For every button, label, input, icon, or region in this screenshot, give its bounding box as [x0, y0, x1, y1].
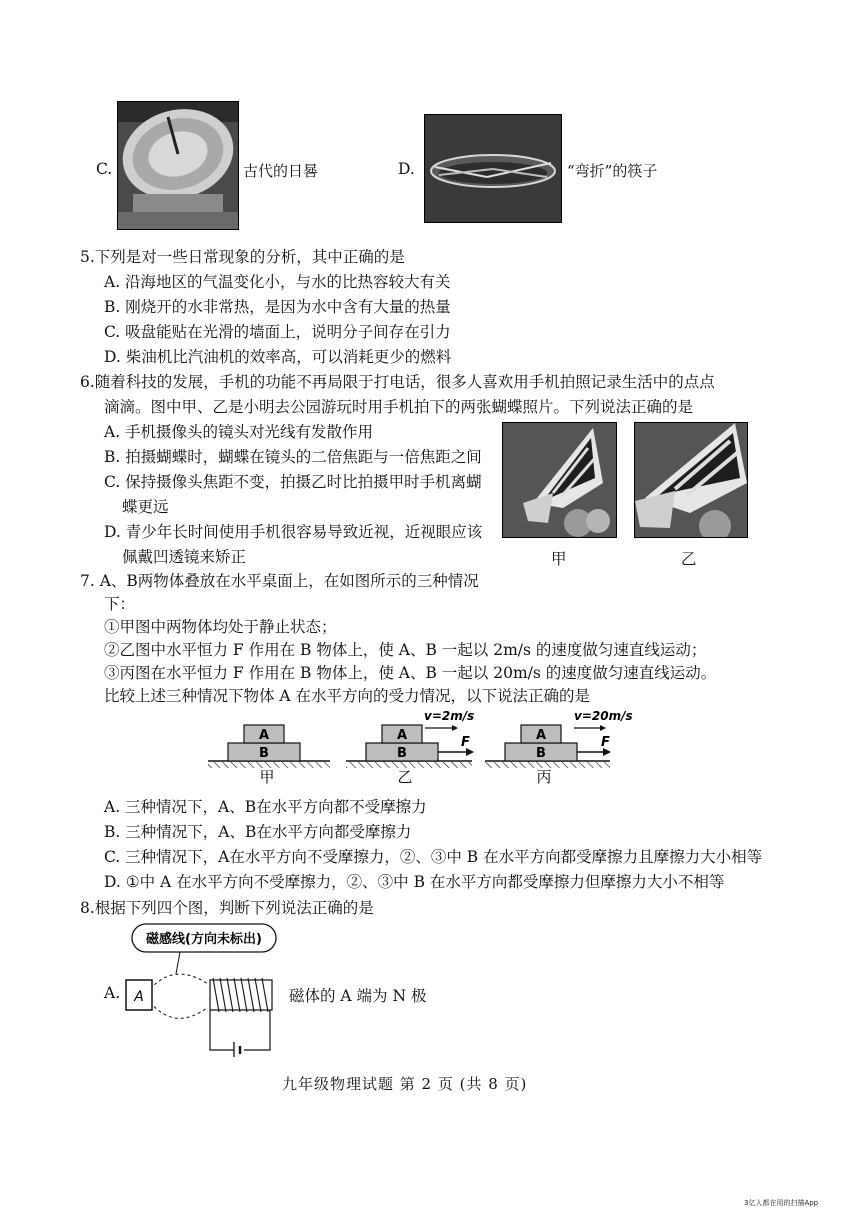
callout-text: 磁感线(方向未标出): [146, 932, 262, 947]
q7-condition-3: ③丙图在水平恒力 F 作用在 B 物体上，使 A、B 一起以 20m/s 的速度做匀速直线运动。: [104, 664, 717, 682]
velocity-label: v=20m/s: [574, 709, 633, 723]
q6-option-b: B. 拍摄蝴蝶时，蝴蝶在镜头的二倍焦距与一倍焦距之间: [104, 448, 482, 466]
scanner-watermark: 3亿人都在用的扫描App: [744, 1199, 819, 1207]
field-line-top: [150, 974, 208, 989]
q5-option-d: D. 柴油机比汽油机的效率高，可以消耗更少的燃料: [104, 348, 452, 366]
velocity-label: v=2m/s: [424, 709, 475, 723]
velocity-arrowhead: [600, 725, 606, 731]
block-a-label: A: [535, 728, 547, 743]
q6-option-d-cont: 佩戴凹透镜来矫正: [122, 548, 247, 566]
field-line-bottom: [150, 1002, 208, 1018]
magnet-label: A: [134, 989, 144, 1005]
q6-stem-line2: 滴滴。图中甲、乙是小明去公园游玩时用手机拍下的两张蝴蝶照片。下列说法正确的是: [104, 398, 694, 416]
block-a-label: A: [396, 728, 408, 743]
q7-figures: [200, 706, 640, 786]
q6-option-c-cont: 蝶更远: [122, 498, 169, 516]
option-c-label: C.: [96, 160, 113, 178]
figure-yi: [346, 709, 474, 786]
page-footer: 九年级物理试题 第 2 页 (共 8 页): [282, 1075, 528, 1093]
option-c-caption: 古代的日晷: [243, 162, 319, 180]
q8-option-a-diagram: [120, 922, 285, 1057]
q7-stem-line1: 7. A、B两物体叠放在水平桌面上，在如图所示的三种情况: [80, 572, 479, 590]
q6-option-a: A. 手机摄像头的镜头对光线有发散作用: [104, 423, 374, 441]
q5-option-a: A. 沿海地区的气温变化小，与水的比热容较大有关: [104, 273, 451, 291]
photo-label-jia: 甲: [551, 550, 567, 568]
q8-option-a-label: A.: [104, 984, 121, 1002]
option-d-caption: “弯折”的筷子: [567, 162, 658, 180]
sundial-photo: [117, 101, 239, 230]
butterfly-photo-jia: [502, 422, 617, 538]
figure-name: 乙: [397, 768, 413, 786]
q7-option-d: D. ①中 A 在水平方向不受摩擦力，②、③中 B 在水平方向都受摩擦力但摩擦力大小不相等: [104, 873, 725, 891]
figure-name: 甲: [259, 768, 275, 786]
q6-option-c: C. 保持摄像头焦距不变，拍摄乙时比拍摄甲时手机离蝴: [104, 473, 482, 491]
q5-stem: 5.下列是对一些日常现象的分析，其中正确的是: [80, 248, 405, 266]
butterfly-illustration-yi: [635, 423, 747, 537]
q7-stem-line2: 下：: [104, 595, 136, 613]
block-b-label: B: [397, 746, 407, 761]
q8-stem: 8.根据下列四个图，判断下列说法正确的是: [80, 899, 374, 917]
block-a-label: A: [258, 728, 270, 743]
block-b-label: B: [536, 746, 546, 761]
sundial-illustration: [118, 102, 238, 229]
q7-option-b: B. 三种情况下，A、B在水平方向都受摩擦力: [104, 823, 412, 841]
figure-name: 丙: [536, 768, 552, 786]
q7-compare: 比较上述三种情况下物体 A 在水平方向的受力情况，以下说法正确的是: [104, 687, 591, 705]
force-label: F: [601, 735, 610, 750]
q6-option-d: D. 青少年长时间使用手机很容易导致近视，近视眼应该: [104, 523, 483, 541]
butterfly-illustration-jia: [503, 423, 616, 537]
circuit-wire-right: [244, 1010, 270, 1050]
butterfly-photo-yi: [634, 422, 748, 538]
q7-condition-1: ①甲图中两物体均处于静止状态；: [104, 618, 337, 636]
block-b-label: B: [259, 746, 269, 761]
velocity-arrowhead: [452, 725, 458, 731]
q5-option-c: C. 吸盘能贴在光滑的墙面上，说明分子间存在引力: [104, 323, 451, 341]
chopsticks-illustration: [425, 115, 561, 222]
q7-option-a: A. 三种情况下，A、B在水平方向都不受摩擦力: [104, 798, 427, 816]
chopsticks-photo: [424, 114, 562, 223]
q7-option-c: C. 三种情况下，A在水平方向不受摩擦力，②、③中 B 在水平方向都受摩擦力且摩擦力大小相等: [104, 848, 763, 866]
q8-option-a-statement: 磁体的 A 端为 N 极: [289, 987, 427, 1005]
option-d-label: D.: [398, 160, 415, 178]
circuit-wire-left: [210, 1010, 234, 1050]
q6-stem-line1: 6.随着科技的发展，手机的功能不再局限于打电话，很多人喜欢用手机拍照记录生活中的点点: [80, 373, 715, 391]
q5-option-b: B. 刚烧开的水非常热，是因为水中含有大量的热量: [104, 298, 451, 316]
q7-condition-2: ②乙图中水平恒力 F 作用在 B 物体上，使 A、B 一起以 2m/s 的速度做匀速直线运动；: [104, 641, 707, 659]
callout-pointer: [176, 952, 180, 974]
photo-label-yi: 乙: [681, 550, 697, 568]
figure-jia: [208, 725, 330, 786]
force-label: F: [461, 735, 470, 750]
figure-bing: [485, 709, 633, 786]
